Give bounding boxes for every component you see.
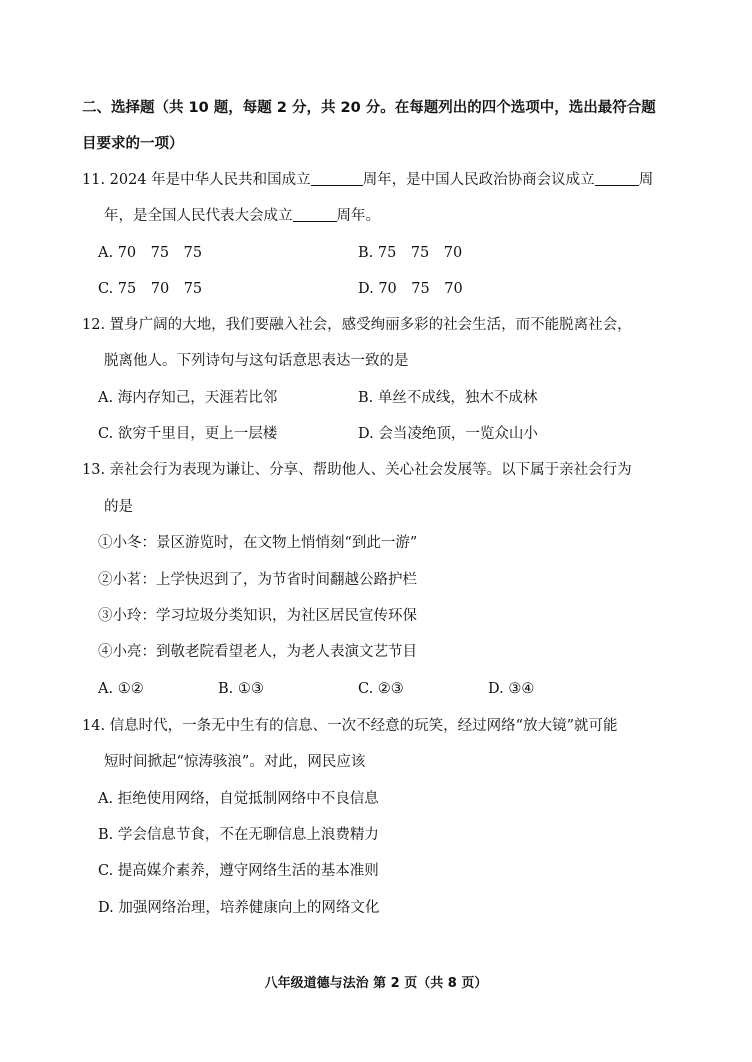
q11-text-5: 周年。	[336, 208, 380, 224]
q13-item-3: ③小玲：学习垃圾分类知识，为社区居民宣传环保	[98, 608, 417, 624]
q13-item-4: ④小亮：到敬老院看望老人，为老人表演文艺节目	[98, 644, 417, 660]
q13-option-a: A. ①②	[98, 681, 144, 697]
question-11-stem	[82, 170, 653, 190]
q14-option-a: A. 拒绝使用网络，自觉抵制网络中不良信息	[98, 791, 379, 807]
page-footer: 八年级道德与法治 第 2 页（共 8 页）	[264, 976, 488, 991]
q11-text-4: 年，是全国人民代表大会成立	[104, 208, 293, 224]
q14-option-d: D. 加强网络治理，培养健康向上的网络文化	[98, 900, 380, 916]
q13-item-2: ②小茗：上学快迟到了，为节省时间翻越公路护栏	[98, 572, 417, 588]
question-13-stem-cont: 的是	[104, 499, 133, 515]
q12-option-b: B. 单丝不成线，独木不成林	[358, 390, 538, 406]
q11-text-1: 11. 2024 年是中华人民共和国成立	[82, 172, 311, 188]
question-14-stem-cont: 短时间掀起“惊涛骇浪”。对此，网民应该	[104, 754, 366, 770]
question-13-stem: 13. 亲社会行为表现为谦让、分享、帮助他人、关心社会发展等。以下属于亲社会行为	[82, 462, 632, 478]
q12-option-c: C. 欲穷千里目，更上一层楼	[98, 426, 278, 442]
q11-text-2: 周年，是中国人民政治协商会议成立	[362, 172, 595, 188]
q11-option-c: C. 75 70 75	[98, 281, 203, 297]
question-12-stem: 12. 置身广阔的大地，我们要融入社会，感受绚丽多彩的社会生活，而不能脱离社会，	[82, 317, 632, 333]
q13-item-1: ①小冬：景区游览时，在文物上悄悄刻“到此一游”	[98, 535, 418, 551]
section-heading: 二、选择题（共 10 题，每题 2 分，共 20 分。在每题列出的四个选项中，选出最符合题	[82, 100, 656, 116]
q11-blank-3	[293, 207, 337, 222]
q11-blank-2	[595, 171, 639, 186]
q12-option-d: D. 会当凌绝顶，一览众山小	[358, 426, 538, 442]
q11-text-3: 周	[638, 172, 654, 188]
q13-option-d: D. ③④	[488, 681, 535, 697]
q14-option-c: C. 提高媒介素养，遵守网络生活的基本准则	[98, 863, 379, 879]
q11-option-a: A. 70 75 75	[98, 245, 203, 261]
q13-option-b: B. ①③	[218, 681, 264, 697]
section-heading-cont: 目要求的一项）	[82, 136, 184, 152]
question-14-stem: 14. 信息时代，一条无中生有的信息、一次不经意的玩笑，经过网络“放大镜”就可能	[82, 718, 618, 734]
q11-option-b: B. 75 75 70	[358, 245, 463, 261]
question-12-stem-cont: 脱离他人。下列诗句与这句话意思表达一致的是	[104, 353, 409, 369]
question-11-stem-cont	[104, 206, 380, 226]
q13-option-c: C. ②③	[358, 681, 404, 697]
q14-option-b: B. 学会信息节食，不在无聊信息上浪费精力	[98, 827, 379, 843]
q11-blank-1	[311, 171, 363, 186]
q11-option-d: D. 70 75 70	[358, 281, 463, 297]
q12-option-a: A. 海内存知己，天涯若比邻	[98, 390, 278, 406]
